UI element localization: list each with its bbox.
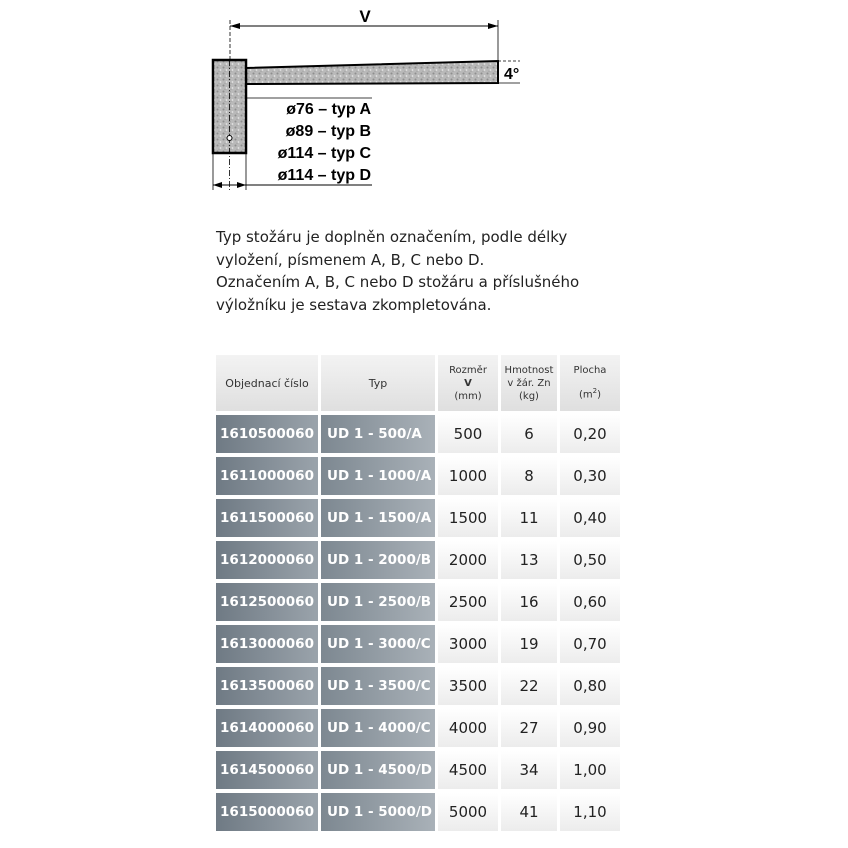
description-text — [216, 226, 636, 316]
type-label-c: ø114 – typ C — [277, 145, 371, 162]
cell-dimension: 5000 — [438, 793, 498, 831]
cell-dimension: 3500 — [438, 667, 498, 705]
cell-order-number: 1612500060 — [216, 583, 318, 621]
cell-area: 0,90 — [560, 709, 620, 747]
type-label-a: ø76 – typ A — [286, 101, 371, 118]
table-row — [216, 667, 620, 705]
type-label-b: ø89 – typ B — [285, 123, 371, 140]
cell-area: 0,80 — [560, 667, 620, 705]
cell-order-number: 1613000060 — [216, 625, 318, 663]
cell-type: UD 1 - 3500/C — [321, 667, 435, 705]
cell-type: UD 1 - 5000/D — [321, 793, 435, 831]
header-dimension — [438, 355, 498, 411]
cell-type: UD 1 - 1500/A — [321, 499, 435, 537]
cell-area: 1,10 — [560, 793, 620, 831]
table-header-row — [216, 355, 620, 411]
cell-dimension: 3000 — [438, 625, 498, 663]
bolt-hole — [227, 136, 232, 141]
header-dimension-line2: V — [464, 377, 472, 389]
cell-type: UD 1 - 2500/B — [321, 583, 435, 621]
cell-weight: 27 — [501, 709, 557, 747]
table-row — [216, 625, 620, 663]
cell-type: UD 1 - 3000/C — [321, 625, 435, 663]
table-row — [216, 709, 620, 747]
cell-type: UD 1 - 2000/B — [321, 541, 435, 579]
header-weight-line2: v žár. Zn — [507, 377, 551, 389]
cell-weight: 16 — [501, 583, 557, 621]
cell-area: 0,20 — [560, 415, 620, 453]
angle-label: 4° — [504, 66, 520, 83]
cell-area: 0,50 — [560, 541, 620, 579]
cell-order-number: 1614000060 — [216, 709, 318, 747]
cell-dimension: 4000 — [438, 709, 498, 747]
bracket-arm — [246, 61, 498, 84]
table-row — [216, 751, 620, 789]
table-row — [216, 583, 620, 621]
dimension-v-label: V — [359, 7, 371, 26]
arrow-left-v — [230, 23, 240, 29]
cell-weight: 13 — [501, 541, 557, 579]
cell-order-number: 1611500060 — [216, 499, 318, 537]
cell-weight: 11 — [501, 499, 557, 537]
cell-dimension: 4500 — [438, 751, 498, 789]
cell-type: UD 1 - 1000/A — [321, 457, 435, 495]
type-label-d: ø114 – typ D — [277, 167, 371, 184]
cell-weight: 22 — [501, 667, 557, 705]
bracket-technical-drawing — [0, 0, 848, 200]
cell-weight: 34 — [501, 751, 557, 789]
cell-dimension: 500 — [438, 415, 498, 453]
cell-area: 0,30 — [560, 457, 620, 495]
header-weight-line3: (kg) — [519, 390, 539, 402]
header-dimension-line1: Rozměr — [449, 364, 487, 376]
description-line: Typ stožáru je doplněn označením, podle délky — [216, 228, 568, 246]
cell-weight: 6 — [501, 415, 557, 453]
cell-dimension: 1500 — [438, 499, 498, 537]
header-dimension-line3: (mm) — [454, 390, 482, 402]
cell-order-number: 1614500060 — [216, 751, 318, 789]
cell-order-number: 1613500060 — [216, 667, 318, 705]
cell-area: 0,70 — [560, 625, 620, 663]
table-row — [216, 457, 620, 495]
cell-area: 1,00 — [560, 751, 620, 789]
cell-order-number: 1611000060 — [216, 457, 318, 495]
arrow-right-v — [488, 23, 498, 29]
table-row — [216, 793, 620, 831]
cell-order-number: 1615000060 — [216, 793, 318, 831]
cell-area: 0,40 — [560, 499, 620, 537]
description-line: výložníku je sestava zkompletována. — [216, 295, 492, 314]
header-weight — [501, 355, 557, 411]
cell-dimension: 1000 — [438, 457, 498, 495]
description-line: Označením A, B, C nebo D stožáru a příslušného — [216, 273, 580, 291]
cell-type: UD 1 - 4500/D — [321, 751, 435, 789]
cell-dimension: 2500 — [438, 583, 498, 621]
cell-type: UD 1 - 4000/C — [321, 709, 435, 747]
cell-order-number: 1610500060 — [216, 415, 318, 453]
table-row — [216, 499, 620, 537]
table-row — [216, 541, 620, 579]
cell-dimension: 2000 — [438, 541, 498, 579]
cell-area: 0,60 — [560, 583, 620, 621]
header-area — [560, 355, 620, 411]
cell-order-number: 1612000060 — [216, 541, 318, 579]
cell-weight: 41 — [501, 793, 557, 831]
cell-type: UD 1 - 500/A — [321, 415, 435, 453]
header-area-line2: $(m^2)$ — [578, 387, 602, 401]
header-type: Typ — [321, 355, 435, 411]
cell-weight: 8 — [501, 457, 557, 495]
table-row — [216, 415, 620, 453]
header-weight-line1: Hmotnost — [504, 364, 554, 376]
description-line: vyložení, písmenem A, B, C nebo D. — [216, 250, 485, 269]
header-order-number: Objednací číslo — [216, 355, 318, 411]
product-table — [213, 351, 623, 835]
header-area-line1: Plocha — [573, 365, 607, 377]
cell-weight: 19 — [501, 625, 557, 663]
